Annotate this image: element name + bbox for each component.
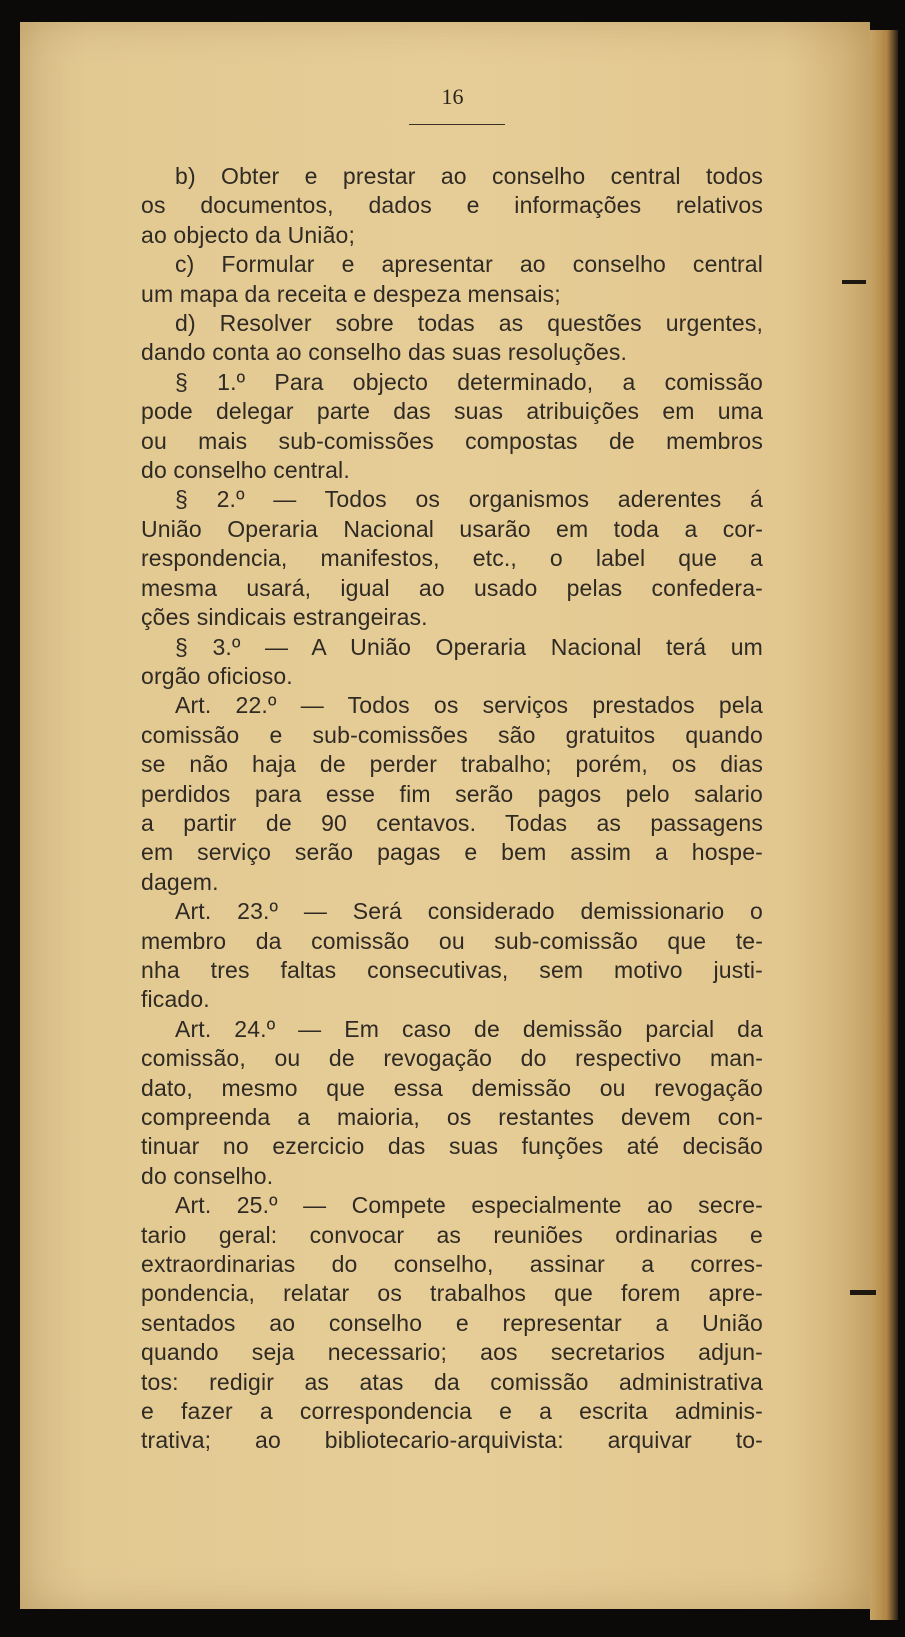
text-line: pondencia, relatar os trabalhos que forem apre-	[141, 1280, 763, 1307]
text-line: União Operaria Nacional usarão em toda a cor-	[141, 515, 763, 542]
text-line: do conselho central.	[141, 457, 350, 484]
page-number: 16	[441, 84, 464, 109]
text-line: Art. 23.º — Será considerado demissionario o	[175, 898, 763, 925]
binding-mark	[842, 280, 866, 284]
text-line: pode delegar parte das suas atribuições em uma	[141, 398, 763, 425]
text-line: comissão, ou de revogação do respectivo man-	[141, 1045, 763, 1072]
text-line: ou mais sub-comissões compostas de membros	[141, 427, 763, 454]
text-line: quando seja necessario; aos secretarios adjun-	[141, 1339, 763, 1366]
text-line: d) Resolver sobre todas as questões urgentes,	[175, 310, 763, 337]
text-line: c) Formular e apresentar ao conselho central	[175, 251, 763, 278]
text-line: Art. 24.º — Em caso de demissão parcial da	[175, 1015, 763, 1042]
header-rule	[409, 124, 505, 125]
text-line: dato, mesmo que essa demissão ou revogação	[141, 1074, 763, 1101]
text-line: os documentos, dados e informações relativos	[141, 192, 763, 219]
text-line: § 3.º — A União Operaria Nacional terá um	[175, 633, 763, 660]
text-line: tario geral: convocar as reuniões ordinarias e	[141, 1221, 763, 1248]
text-line: se não haja de perder trabalho; porém, os dias	[141, 751, 763, 778]
text-line: § 2.º — Todos os organismos aderentes á	[175, 486, 763, 513]
text-line: trativa; ao bibliotecario-arquivista: arquivar to-	[141, 1427, 763, 1454]
text-line: Art. 25.º — Compete especialmente ao secre-	[175, 1192, 763, 1219]
text-line: do conselho.	[141, 1162, 274, 1189]
text-line: ao objecto da União;	[141, 221, 355, 248]
text-line: um mapa da receita e despeza mensais;	[141, 280, 561, 307]
text-line: perdidos para esse fim serão pagos pelo salario	[141, 780, 763, 807]
page-edge	[870, 30, 898, 1620]
text-line: dagem.	[141, 868, 219, 895]
text-line: nha tres faltas consecutivas, sem motivo justi-	[141, 956, 763, 983]
text-line: e fazer a correspondencia e a escrita adminis-	[141, 1398, 763, 1425]
text-line: b) Obter e prestar ao conselho central todos	[175, 163, 763, 189]
text-line: Art. 22.º — Todos os serviços prestados pela	[175, 692, 763, 719]
text-line: tos: redigir as atas da comissão administrativa	[141, 1368, 763, 1395]
text-line: extraordinarias do conselho, assinar a corres-	[141, 1251, 763, 1278]
text-line: compreenda a maioria, os restantes devem con-	[141, 1104, 763, 1130]
text-line: ções sindicais estrangeiras.	[141, 604, 428, 631]
text-line: respondencia, manifestos, etc., o label que a	[141, 545, 763, 572]
body-text	[141, 162, 763, 1456]
binding-mark	[850, 1290, 876, 1295]
text-line: dando conta ao conselho das suas resoluções.	[141, 339, 628, 366]
text-line: em serviço serão pagas e bem assim a hospe-	[141, 839, 763, 866]
text-line: tinuar no ezercicio das suas funções até decisão	[141, 1133, 763, 1160]
text-line: mesma usará, igual ao usado pelas confedera-	[141, 574, 763, 601]
text-line: orgão oficioso.	[141, 662, 293, 689]
text-line: ficado.	[141, 986, 210, 1013]
text-line: membro da comissão ou sub-comissão que te-	[141, 927, 763, 954]
text-line: sentados ao conselho e representar a União	[141, 1309, 763, 1336]
text-line: a partir de 90 centavos. Todas as passagens	[141, 809, 763, 836]
text-line: comissão e sub-comissões são gratuitos quando	[141, 721, 763, 748]
text-line: § 1.º Para objecto determinado, a comissão	[175, 368, 763, 395]
